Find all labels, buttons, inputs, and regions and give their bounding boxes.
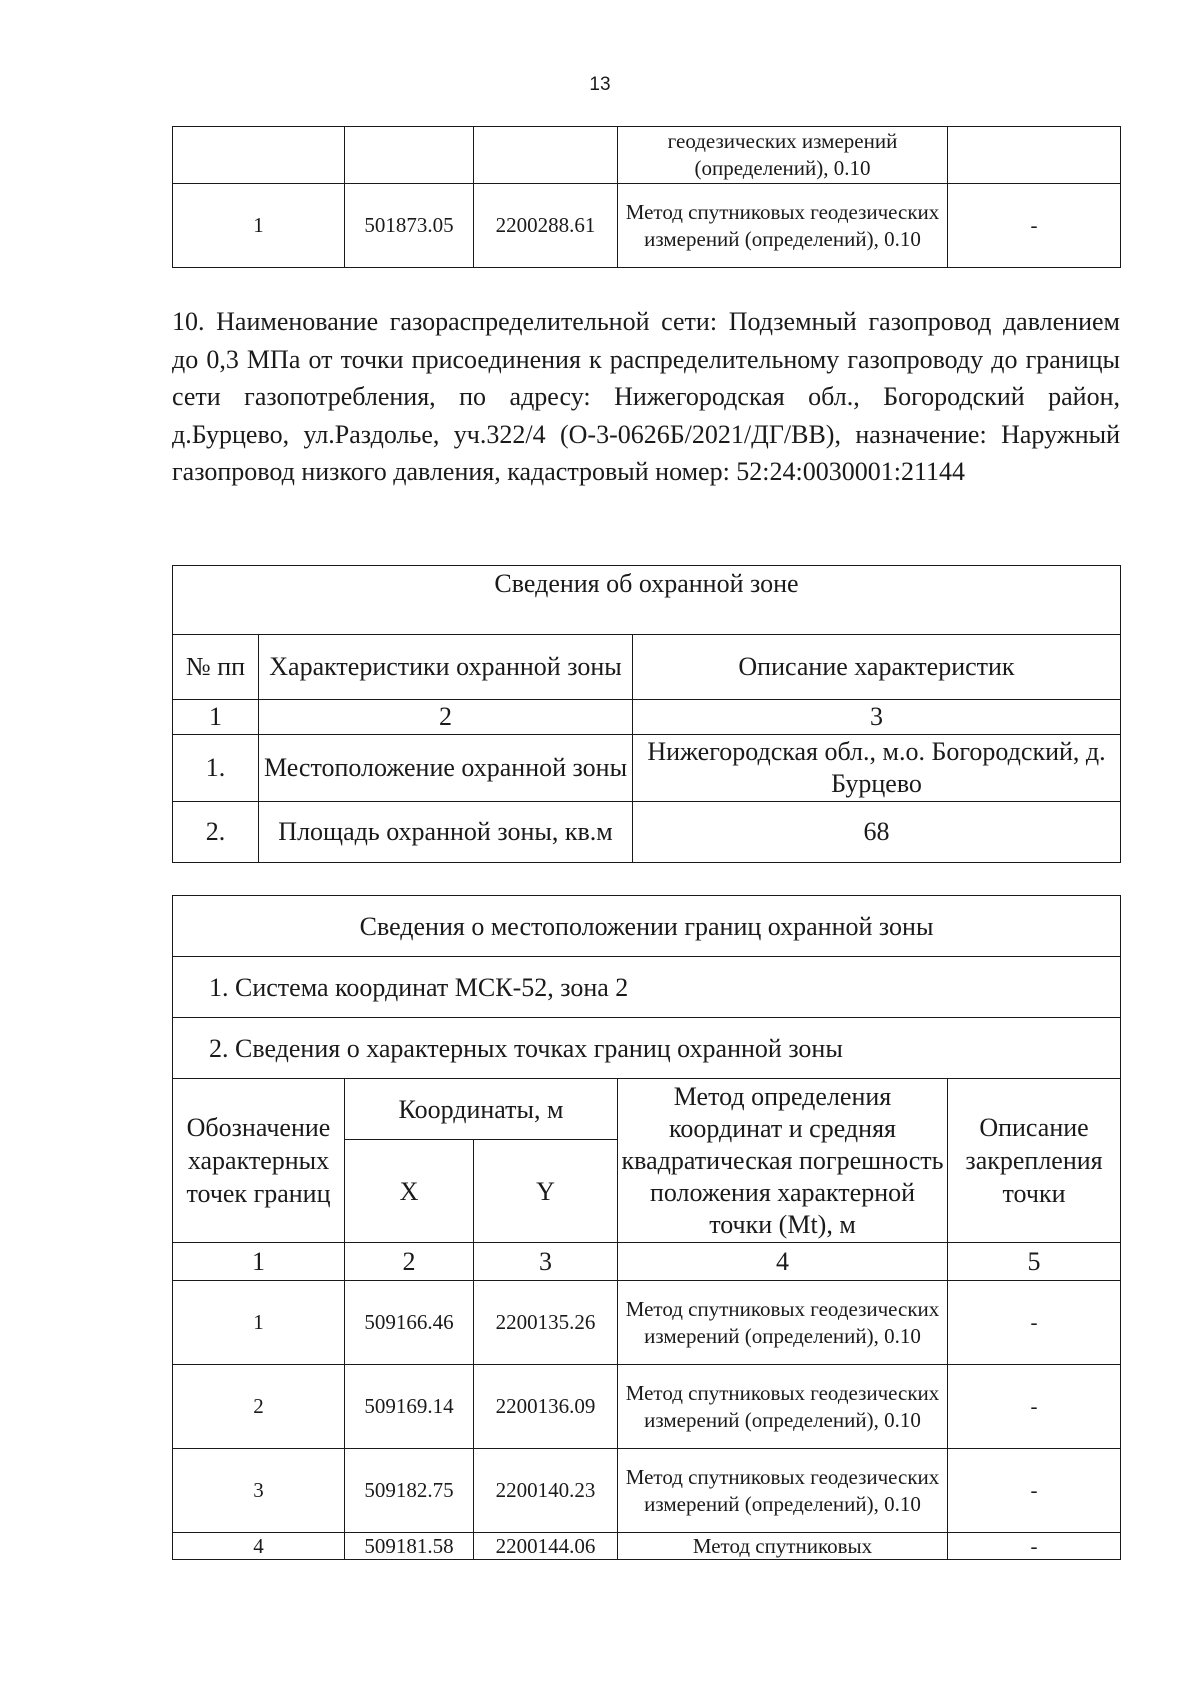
description-cell: 68 [633,802,1121,863]
page-number: 13 [589,74,611,95]
point-cell: 1 [173,184,345,268]
x-header: X [345,1140,474,1243]
table-row [173,1449,1121,1533]
table-row [173,802,1121,863]
x-cell: 509166.46 [345,1281,474,1365]
method-cell: Метод спутниковых геодезических измерений (определений), 0.10 [618,1365,948,1449]
column-header: Описание характеристик [633,635,1121,700]
point-cell: 2 [173,1365,345,1449]
x-cell: 509169.14 [345,1365,474,1449]
coordinate-system: 1. Система координат МСК-52, зона 2 [173,957,1121,1018]
method-cell: Метод спутниковых геодезических измерений (определений), 0.10 [618,1449,948,1533]
table-row [173,184,1121,268]
point-cell: 3 [173,1449,345,1533]
description-cell [948,127,1121,184]
column-number: 1 [173,700,259,735]
table-title: Сведения о местоположении границ охранной зоны [173,896,1121,957]
y-cell [474,127,618,184]
designation-header: Обозначение характерных точек границ [173,1079,345,1243]
x-cell [345,127,474,184]
point-cell [173,127,345,184]
method-cell: Метод спутниковых геодезических измерений (определений), 0.10 [618,184,948,268]
column-number: 3 [633,700,1121,735]
method-cell: Метод спутниковых геодезических измерений (определений), 0.10 [618,1281,948,1365]
x-cell: 509181.58 [345,1533,474,1560]
point-cell: 1 [173,1281,345,1365]
column-number: 5 [948,1243,1121,1281]
description-cell: - [948,1365,1121,1449]
column-number: 1 [173,1243,345,1281]
y-header: Y [474,1140,618,1243]
method-header: Метод определения координат и средняя квадратическая погрешность положения характерной точки (Mt), м [618,1079,948,1243]
continuation-coordinates-table [172,126,1121,268]
description-cell: Нижегородская обл., м.о. Богородский, д. Бурцево [633,735,1121,802]
method-cell: геодезических измерений (определений), 0.10 [618,127,948,184]
x-cell: 501873.05 [345,184,474,268]
point-cell: 4 [173,1533,345,1560]
boundary-coordinates-table [172,895,1121,1560]
y-cell: 2200135.26 [474,1281,618,1365]
y-cell: 2200136.09 [474,1365,618,1449]
table-title: Сведения об охранной зоне [173,566,1121,635]
table-row [173,1533,1121,1560]
protection-zone-table [172,565,1121,863]
description-cell: - [948,1281,1121,1365]
column-number: 4 [618,1243,948,1281]
description-cell: - [948,1533,1121,1560]
row-number: 1. [173,735,259,802]
points-section-title: 2. Сведения о характерных точках границ охранной зоны [173,1018,1121,1079]
description-cell: - [948,184,1121,268]
description-cell: - [948,1449,1121,1533]
x-cell: 509182.75 [345,1449,474,1533]
table-row [173,735,1121,802]
table-row [173,127,1121,184]
column-number: 2 [345,1243,474,1281]
y-cell: 2200288.61 [474,184,618,268]
method-cell: Метод спутниковых [618,1533,948,1560]
characteristic-cell: Местоположение охранной зоны [259,735,633,802]
column-number: 2 [259,700,633,735]
column-number: 3 [474,1243,618,1281]
characteristic-cell: Площадь охранной зоны, кв.м [259,802,633,863]
row-number: 2. [173,802,259,863]
y-cell: 2200140.23 [474,1449,618,1533]
column-header: Характеристики охранной зоны [259,635,633,700]
network-description-paragraph: 10. Наименование газораспределительной сети: Подземный газопровод давлением до 0,3 МПа от точки присоединения к распределительному газопроводу до границы сети газопотребления, по адресу: Нижегородская обл., Богородский район, д.Бурцево, ул.Раздолье, уч.322/4 (О-3-0626Б/2021/ДГ/ВВ), назначение: Наружный газопровод низкого давления, кадастровый номер: 52:24:0030001:21144 [172,307,1120,486]
column-header: № пп [173,635,259,700]
description-header: Описание закрепления точки [948,1079,1121,1243]
y-cell: 2200144.06 [474,1533,618,1560]
table-row [173,1281,1121,1365]
coordinates-header: Координаты, м [345,1079,618,1140]
table-row [173,1365,1121,1449]
